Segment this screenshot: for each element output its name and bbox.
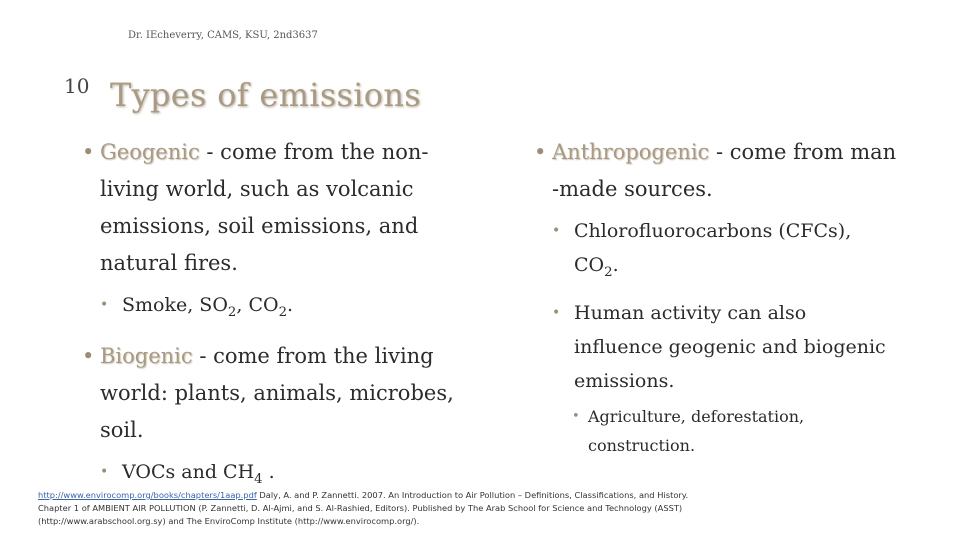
text: - come from the living bbox=[192, 343, 434, 368]
bullet-icon: • bbox=[82, 343, 95, 368]
left-column bbox=[82, 134, 502, 497]
subscript: 2 bbox=[278, 304, 288, 320]
references bbox=[38, 489, 938, 528]
text: emissions, soil emissions, and bbox=[100, 214, 419, 238]
bullet-icon: • bbox=[572, 408, 580, 424]
slide-header: Dr. IEcheverry, CAMS, KSU, 2nd3637 bbox=[128, 30, 318, 41]
sub-bullet-smoke bbox=[100, 288, 502, 330]
text: Chlorofluorocarbons (CFCs), bbox=[574, 220, 852, 242]
subscript: 2 bbox=[227, 304, 237, 320]
text: - come from man bbox=[709, 140, 897, 164]
text: construction. bbox=[588, 435, 696, 455]
text: Smoke, SO bbox=[122, 294, 228, 316]
keyword-anthropogenic: Anthropogenic bbox=[552, 140, 710, 164]
bullet-icon: • bbox=[82, 140, 95, 164]
bullet-icon: • bbox=[100, 463, 109, 480]
bullet-biogenic bbox=[82, 338, 502, 449]
keyword-biogenic: Biogenic bbox=[100, 343, 193, 368]
slide-title: Types of emissions bbox=[110, 76, 422, 114]
text: . bbox=[612, 254, 619, 276]
subscript: 4 bbox=[254, 471, 263, 487]
right-column bbox=[534, 134, 954, 460]
sub-bullet-human-activity bbox=[552, 296, 954, 398]
text: Agriculture, deforestation, bbox=[588, 406, 805, 426]
text: CO bbox=[574, 254, 605, 276]
bullet-icon: • bbox=[100, 297, 109, 313]
bullet-icon: • bbox=[552, 223, 561, 239]
text: VOCs and CH bbox=[122, 460, 255, 483]
text: . bbox=[262, 460, 275, 483]
subscript: 2 bbox=[604, 264, 613, 280]
sub-bullet-cfcs bbox=[552, 214, 954, 290]
text: natural fires. bbox=[100, 251, 238, 275]
text: emissions. bbox=[574, 369, 675, 392]
text: influence geogenic and biogenic bbox=[574, 335, 886, 358]
reference-link[interactable]: http://www.envirocomp.org/books/chapters/1aap.pdf bbox=[38, 490, 257, 500]
text: -made sources. bbox=[552, 177, 713, 201]
reference-text: (http://www.arabschool.org.sy) and The EnviroComp Institute (http://www.envirocomp.org/). bbox=[38, 516, 420, 526]
sub-sub-bullet-agriculture bbox=[572, 402, 954, 460]
bullet-anthropogenic bbox=[534, 134, 954, 208]
text: Human activity can also bbox=[574, 301, 807, 324]
keyword-geogenic: Geogenic bbox=[100, 140, 200, 164]
reference-text: Daly, A. and P. Zannetti. 2007. An Introduction to Air Pollution – Definitions, Classifications, and History. bbox=[256, 490, 689, 500]
bullet-geogenic bbox=[82, 134, 502, 282]
text: living world, such as volcanic bbox=[100, 177, 414, 201]
bullet-icon: • bbox=[534, 140, 547, 164]
text: . bbox=[287, 294, 294, 316]
bullet-icon: • bbox=[552, 304, 561, 321]
text: - come from the non- bbox=[199, 140, 429, 164]
text: soil. bbox=[100, 417, 144, 442]
slide-number: 10 bbox=[64, 74, 90, 98]
reference-text: Chapter 1 of AMBIENT AIR POLLUTION (P. Zannetti, D. Al-Ajmi, and S. Al-Rashied, Editors). Published by The Arab School for Science and Technology (ASST) bbox=[38, 503, 683, 513]
text: world: plants, animals, microbes, bbox=[100, 380, 454, 405]
text: , CO bbox=[236, 294, 279, 316]
